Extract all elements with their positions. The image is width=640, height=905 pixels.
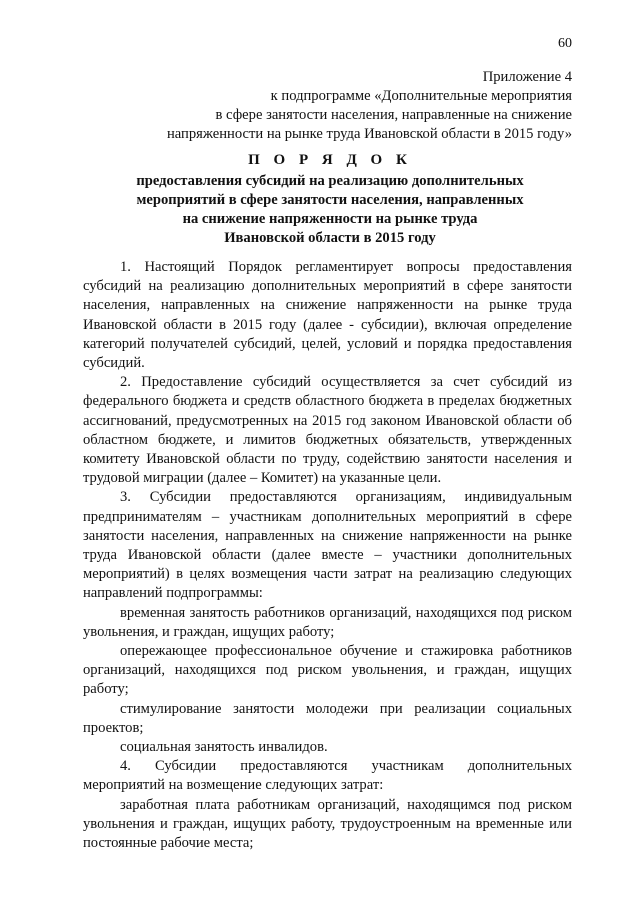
appendix-line: напряженности на рынке труда Ивановской области в 2015 году» [166,126,572,142]
document-title [90,148,570,248]
title-subtitle [90,172,570,248]
document-body [83,258,572,853]
title-main: П О Р Я Д О К [248,152,412,168]
list-item-disabled-employment: социальная занятость инвалидов. [120,739,328,756]
page-number: 60 [558,36,572,51]
appendix-line: Приложение 4 [482,69,572,85]
appendix-header [112,68,572,144]
subtitle-line: предоставления субсидий на реализацию дополнительных [136,173,524,189]
appendix-line: в сфере занятости населения, направленные на снижение [215,107,572,123]
list-item-temporary-employment: временная занятость работников организаций, находящихся под риском увольнения, и граждан, ищущих работу; [83,604,572,640]
list-item-wages: заработная плата работникам организаций, находящимся под риском увольнения и граждан, ищущих работу, трудоустроенным на временные или постоянные рабочие места; [83,796,572,852]
list-item-youth-employment: стимулирование занятости молодежи при реализации социальных проектов; [83,700,572,736]
paragraph-1: 1. Настоящий Порядок регламентирует вопросы предоставления субсидий на реализацию дополнительных мероприятий в сфере занятости населения, направленных на снижение напряженности на рынке труда Ивановской области в 2015 году (далее - субсидии), включая определение категорий получателей субсидий, целей, условий и порядка предоставления субсидий. [83,259,572,372]
subtitle-line: на снижение напряженности на рынке труда [182,211,478,227]
appendix-line: к подпрограмме «Дополнительные мероприятия [270,88,572,104]
paragraph-4: 4. Субсидии предоставляются участникам дополнительных мероприятий на возмещение следующих затрат: [83,758,572,794]
subtitle-line: мероприятий в сфере занятости населения, направленных [136,192,524,208]
subtitle-line: Ивановской области в 2015 году [224,230,436,246]
list-item-advance-training: опережающее профессиональное обучение и стажировка работников организаций, находящихся под риском увольнения, и граждан, ищущих работу; [83,643,572,698]
paragraph-2: 2. Предоставление субсидий осуществляется за счет субсидий из федерального бюджета и средств областного бюджета в пределах бюджетных ассигнований, предусмотренных на 2015 год законом Ивановской области об областном бюджете, и лимитов бюджетных обязательств, утвержденных комитету Ивановской области по труду, содействию занятости населения и трудовой миграции (далее – Комитет) на указанные цели. [83,374,572,487]
paragraph-3: 3. Субсидии предоставляются организациям, индивидуальным предпринимателям – участникам дополнительных мероприятий в сфере занятости населения, направленных на снижение напряженности на рынке труда Ивановской области (далее вместе – участники дополнительных мероприятий) в целях возмещения части затрат на реализацию следующих направлений подпрограммы: [83,489,572,602]
